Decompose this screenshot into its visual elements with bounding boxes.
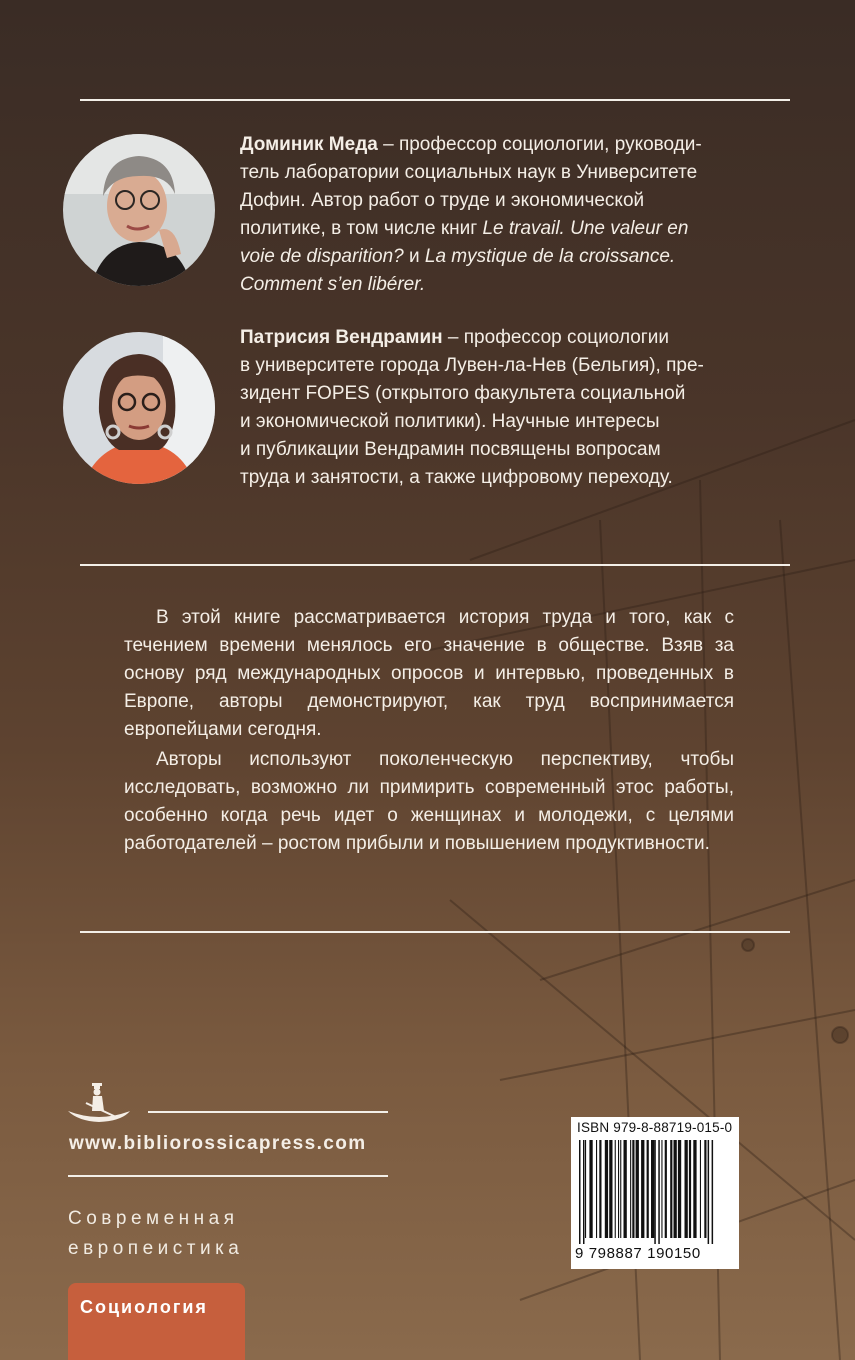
series-title: Современная европеистика — [68, 1208, 244, 1259]
barcode-bar — [641, 1140, 644, 1238]
barcode-bar — [700, 1140, 701, 1238]
barcode-bar — [589, 1140, 592, 1238]
boat-rower-icon — [66, 1081, 132, 1125]
barcode-bar — [632, 1140, 634, 1238]
barcode-bar — [609, 1140, 612, 1238]
author-bio-vendramin: Патрисия Вендрамин – профессор социологии в университете города Лувен-ла-Нев (Бельгия), пре- зидент FOPES (открытого факультета социальной и экономической политики). Научные интересы и публикации Вендрамин посвящены вопросам труда и занятости, а также цифровому переходу. — [240, 327, 704, 488]
barcode-bar — [596, 1140, 597, 1238]
barcode-bar — [674, 1140, 677, 1238]
barcode-bar — [689, 1140, 691, 1238]
barcode-guard-bar — [708, 1140, 710, 1244]
category-badge — [68, 1283, 245, 1360]
ean-number: 9 798887 190150 — [575, 1245, 701, 1262]
barcode-bar — [585, 1140, 586, 1238]
description-paragraph: В этой книге рассматривается история труда и того, как с течением времени менялось его значение в обществе. Взяв за основу ряд международных опросов и интервью, проведенных в Европе, авторы демонстрируют, как труд воспринимается европейцами сегодня. — [124, 607, 734, 740]
barcode-bar — [665, 1140, 667, 1238]
top-divider — [80, 99, 790, 101]
barcode-bar — [678, 1140, 681, 1238]
barcode-bar — [670, 1140, 672, 1238]
category-label: Социология — [80, 1297, 208, 1317]
barcode-guard-bar — [583, 1140, 585, 1244]
barcode-bar — [647, 1140, 649, 1238]
lower-divider — [80, 931, 790, 933]
barcode-bar — [651, 1140, 654, 1238]
barcode-bar — [605, 1140, 608, 1238]
barcode-guard-bar — [579, 1140, 581, 1244]
barcode-bar — [618, 1140, 619, 1238]
barcode-bar — [704, 1140, 706, 1238]
barcode-bar — [661, 1140, 662, 1238]
author-photo-vendramin — [63, 332, 215, 484]
description-paragraph: Авторы используют поколенческую перспективу, чтобы исследовать, возможно ли примирить современный этос работы, особенно когда речь идет о женщинах и молодежи, с целями работодателей – ростом прибыли и повышением продуктивности. — [124, 749, 734, 854]
barcode-bar — [615, 1140, 616, 1238]
barcode-bar — [624, 1140, 627, 1238]
barcode-guard-bar — [658, 1140, 660, 1244]
publisher-divider-short — [148, 1111, 388, 1113]
barcode-bar — [599, 1140, 601, 1238]
barcode-bar — [630, 1140, 631, 1238]
middle-divider — [80, 564, 790, 566]
barcode-bar — [620, 1140, 621, 1238]
isbn-number: ISBN 979-8-88719-015-0 — [577, 1120, 733, 1135]
author-name: Патрисия Вендрамин — [240, 327, 443, 348]
barcode-guard-bar — [712, 1140, 714, 1244]
barcode-guard-bar — [654, 1140, 656, 1244]
publisher-website[interactable]: www.bibliorossicapress.com — [69, 1133, 367, 1154]
barcode-bar — [636, 1140, 639, 1238]
author-photo-meda — [63, 134, 215, 286]
author-name: Доминик Меда — [240, 134, 378, 155]
isbn-barcode — [571, 1117, 739, 1269]
barcode-bars — [577, 1140, 735, 1252]
author-bio-meda: Доминик Меда – профессор социологии, руководи- тель лаборатории социальных наук в Университете Дофин. Автор работ о труде и экономической политике, в том числе книг Le travail. Une valeur en voie de disparition? и La mystique de la croissance. Comment s’en libérer. — [240, 134, 702, 295]
publisher-divider — [68, 1175, 388, 1177]
barcode-bar — [693, 1140, 696, 1238]
book-description — [124, 604, 734, 858]
barcode-bar — [685, 1140, 688, 1238]
